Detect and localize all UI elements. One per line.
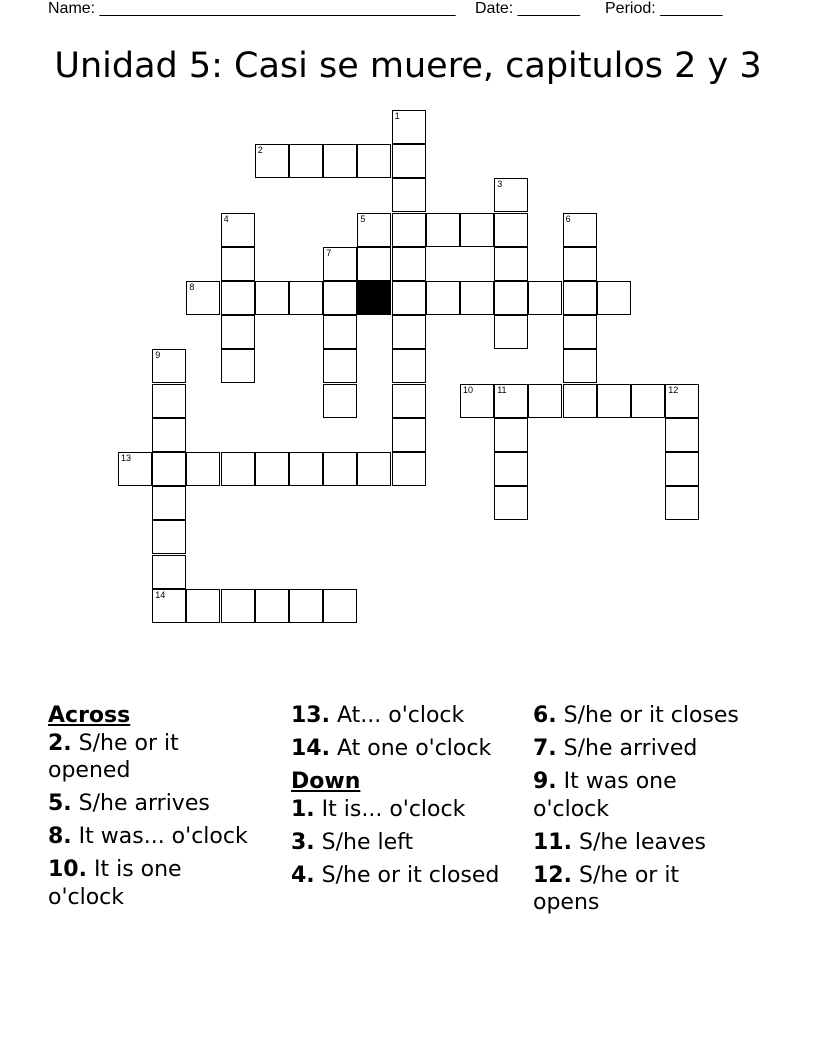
clue-number: 6. — [533, 703, 557, 728]
crossword-cell[interactable] — [289, 589, 323, 623]
crossword-cell[interactable] — [357, 452, 391, 486]
crossword-cell[interactable] — [563, 213, 597, 247]
crossword-cell[interactable] — [665, 486, 699, 520]
clue-number-label: 8 — [189, 282, 195, 292]
clue-text: S/he arrived — [556, 736, 698, 761]
crossword-cell[interactable] — [563, 384, 597, 418]
crossword-cell[interactable] — [186, 281, 220, 315]
crossword-cell[interactable] — [665, 384, 699, 418]
crossword-cell[interactable] — [392, 452, 426, 486]
crossword-cell[interactable] — [152, 349, 186, 383]
crossword-cell[interactable] — [426, 281, 460, 315]
crossword-cell[interactable] — [323, 589, 357, 623]
crossword-cell[interactable] — [152, 589, 186, 623]
clue-number: 14. — [291, 736, 330, 761]
across-clue — [291, 735, 506, 763]
clue-text: It was... o'clock — [71, 824, 248, 849]
down-clue — [533, 829, 748, 857]
crossword-cell[interactable] — [323, 452, 357, 486]
crossword-cell[interactable] — [323, 144, 357, 178]
clue-text: It was one o'clock — [533, 769, 677, 822]
clue-text: S/he or it opens — [533, 862, 680, 915]
clue-text: S/he arrives — [71, 791, 210, 816]
clue-number: 8. — [48, 824, 72, 849]
crossword-cell[interactable] — [221, 281, 255, 315]
clue-list — [48, 702, 768, 1002]
crossword-cell[interactable] — [494, 384, 528, 418]
crossword-cell[interactable] — [494, 247, 528, 281]
clue-number-label: 10 — [463, 384, 474, 395]
date-field: Date: _______ — [475, 0, 580, 17]
crossword-cell[interactable] — [221, 213, 255, 247]
crossword-cell[interactable] — [494, 418, 528, 452]
down-clue — [291, 862, 506, 890]
clue-text: S/he or it closed — [314, 862, 500, 888]
clue-column-2 — [291, 702, 506, 895]
clue-number-label: 4 — [223, 213, 229, 224]
across-heading: Across — [48, 703, 131, 728]
crossword-cell[interactable] — [255, 589, 289, 623]
crossword-cell[interactable] — [392, 418, 426, 452]
crossword-cell[interactable] — [392, 178, 426, 212]
clue-number: 5. — [48, 791, 72, 816]
crossword-cell[interactable] — [323, 281, 357, 315]
clue-number: 3. — [291, 829, 315, 855]
crossword-cell[interactable] — [392, 110, 426, 144]
crossword-cell[interactable] — [494, 452, 528, 486]
crossword-cell[interactable] — [186, 589, 220, 623]
clue-number-label: 3 — [497, 179, 503, 190]
crossword-cell[interactable] — [392, 213, 426, 247]
crossword-cell[interactable] — [597, 384, 631, 418]
clue-number: 2. — [48, 730, 72, 756]
crossword-cell[interactable] — [494, 178, 528, 212]
clue-number: 1. — [291, 796, 315, 822]
crossword-cell[interactable] — [631, 384, 665, 418]
crossword-cell[interactable] — [426, 213, 460, 247]
across-clue — [48, 823, 263, 851]
crossword-cell[interactable] — [460, 213, 494, 247]
crossword-cell[interactable] — [665, 418, 699, 452]
crossword-cell[interactable] — [289, 144, 323, 178]
crossword-cell[interactable] — [357, 213, 391, 247]
across-clue — [48, 856, 263, 911]
crossword-cell[interactable] — [494, 315, 528, 349]
crossword-cell[interactable] — [392, 384, 426, 418]
crossword-cell[interactable] — [255, 281, 289, 315]
crossword-cell[interactable] — [494, 213, 528, 247]
crossword-cell[interactable] — [357, 247, 391, 281]
clue-column-3 — [533, 702, 748, 922]
crossword-cell[interactable] — [357, 144, 391, 178]
crossword-cell[interactable] — [152, 418, 186, 452]
clue-number: 9. — [533, 769, 557, 794]
clue-number-label: 2 — [257, 145, 263, 156]
crossword-cell[interactable] — [460, 384, 494, 418]
across-clue — [48, 730, 263, 785]
down-clue — [291, 796, 506, 824]
clue-number-label: 13 — [121, 453, 132, 463]
clue-text: S/he leaves — [571, 829, 706, 855]
crossword-black-cell — [357, 281, 391, 315]
crossword-cell[interactable] — [186, 452, 220, 486]
clue-text: S/he or it closes — [556, 703, 739, 728]
crossword-cell[interactable] — [528, 384, 562, 418]
clue-number-label: 7 — [326, 247, 332, 258]
clue-number-label: 6 — [565, 213, 571, 224]
crossword-cell[interactable] — [289, 452, 323, 486]
clue-number: 12. — [533, 862, 572, 888]
clue-number: 7. — [533, 736, 557, 761]
clue-text: At one o'clock — [329, 736, 492, 761]
crossword-cell[interactable] — [494, 486, 528, 520]
page-title: Unidad 5: Casi se muere, capitulos 2 y 3 — [54, 46, 762, 86]
crossword-cell[interactable] — [528, 281, 562, 315]
crossword-cell[interactable] — [323, 384, 357, 418]
across-clue — [291, 702, 506, 730]
crossword-cell[interactable] — [392, 349, 426, 383]
clue-text: At... o'clock — [329, 703, 465, 728]
crossword-cell[interactable] — [597, 281, 631, 315]
clue-number: 4. — [291, 862, 315, 888]
crossword-cell[interactable] — [221, 589, 255, 623]
clue-number-label: 1 — [394, 111, 400, 121]
clue-number-label: 5 — [360, 213, 366, 224]
crossword-cell[interactable] — [563, 349, 597, 383]
clue-column-1 — [48, 702, 263, 917]
crossword-cell[interactable] — [221, 452, 255, 486]
crossword-cell[interactable] — [563, 281, 597, 315]
clue-text: S/he left — [314, 829, 414, 855]
down-clue — [533, 862, 748, 917]
crossword-cell[interactable] — [152, 520, 186, 554]
crossword-cell[interactable] — [255, 144, 289, 178]
period-field: Period: _______ — [605, 0, 723, 17]
crossword-cell[interactable] — [152, 452, 186, 486]
clue-text: It is... o'clock — [314, 796, 466, 822]
clue-number: 13. — [291, 703, 330, 728]
crossword-cell[interactable] — [152, 486, 186, 520]
crossword-cell[interactable] — [221, 315, 255, 349]
crossword-cell[interactable] — [392, 247, 426, 281]
crossword-cell[interactable] — [563, 315, 597, 349]
clue-number-label: 12 — [668, 384, 679, 395]
crossword-cell[interactable] — [323, 315, 357, 349]
crossword-cell[interactable] — [221, 349, 255, 383]
clue-number: 11. — [533, 829, 572, 855]
clue-number-label: 11 — [497, 384, 507, 395]
clue-text: S/he or it opened — [48, 730, 179, 783]
crossword-cell[interactable] — [118, 452, 152, 486]
clue-number: 10. — [48, 857, 87, 882]
clue-number-label: 14 — [155, 589, 166, 600]
down-clue — [533, 702, 748, 730]
down-heading: Down — [291, 769, 361, 794]
across-clue — [48, 790, 263, 818]
crossword-cell[interactable] — [221, 247, 255, 281]
clue-text: It is one o'clock — [48, 857, 182, 910]
name-field: Name: ________________________________________ — [48, 0, 456, 17]
crossword-cell[interactable] — [563, 247, 597, 281]
crossword-cell[interactable] — [460, 281, 494, 315]
crossword-cell[interactable] — [392, 315, 426, 349]
crossword-cell[interactable] — [289, 281, 323, 315]
down-clue — [533, 735, 748, 763]
clue-number-label: 9 — [155, 350, 161, 361]
down-clue — [533, 768, 748, 823]
crossword-cell[interactable] — [392, 144, 426, 178]
down-clue — [291, 829, 506, 857]
crossword-cell[interactable] — [255, 452, 289, 486]
crossword-cell[interactable] — [665, 452, 699, 486]
crossword-cell[interactable] — [152, 555, 186, 589]
crossword-cell[interactable] — [323, 247, 357, 281]
crossword-cell[interactable] — [392, 281, 426, 315]
crossword-cell[interactable] — [323, 349, 357, 383]
crossword-cell[interactable] — [494, 281, 528, 315]
crossword-cell[interactable] — [152, 384, 186, 418]
